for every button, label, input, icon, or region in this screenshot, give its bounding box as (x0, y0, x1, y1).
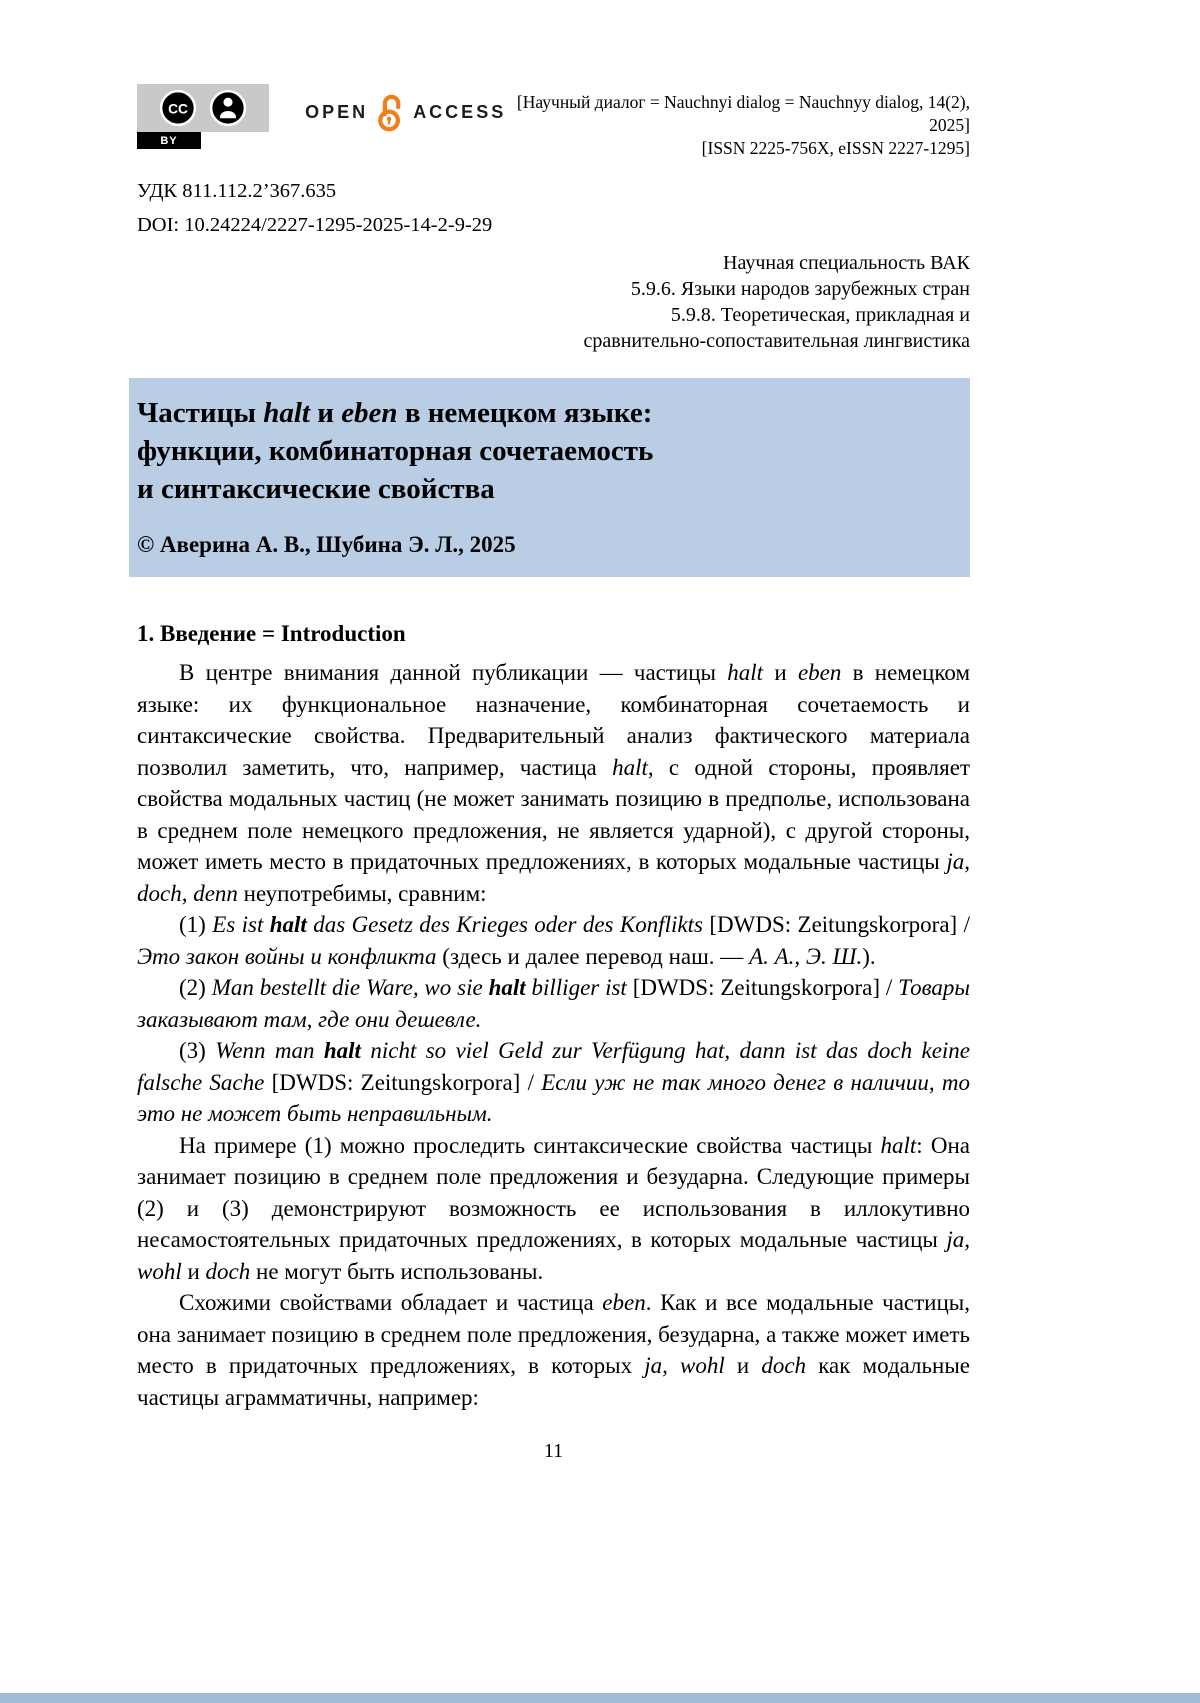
vak-line: 5.9.6. Языки народов зарубежных стран (630, 278, 970, 300)
title-block (129, 378, 970, 577)
cc-by-badge (137, 84, 269, 149)
open-lock-icon (375, 92, 406, 132)
paragraph: Схожими свойствами обладает и частица eben. Как и все модальные частицы, она занимает позицию в среднем поле предложения, безударна, а также может иметь место в придаточных предложениях, в которых ja, wohl и doch как модальные частицы аграмматичны, например: (137, 1290, 970, 1410)
article-meta (137, 180, 970, 354)
journal-reference (506, 84, 970, 160)
vak-line: Научная специальность ВАК (723, 252, 970, 274)
article-body (137, 657, 970, 1413)
copyright-line: © Аверина А. В., Шубина Э. Л., 2025 (137, 532, 516, 557)
paper-title: Частицы halt и eben в немецком языке: функции, комбинаторная сочетаемость и синтаксические свойства (137, 397, 654, 505)
vak-line: сравнительно-сопоставительная лингвистика (583, 330, 970, 352)
example-3: (3) Wenn man halt nicht so viel Geld zur Verfügung hat, dann ist das doch keine falsche Sache [DWDS: Zeitungskorpora] / Если уж не так много денег в наличии, то это не может быть неправильным. (137, 1038, 970, 1126)
page-number: 11 (543, 1440, 564, 1462)
open-access-logo (305, 92, 506, 132)
vak-line: 5.9.8. Теоретическая, прикладная и (670, 304, 970, 326)
attribution-person-icon (209, 89, 247, 127)
page-header (137, 0, 970, 160)
doi-code: DOI: 10.24224/2227-1295-2025-14-2-9-29 (137, 214, 493, 236)
example-1: (1) Es ist halt das Gesetz des Krieges oder des Konflikts [DWDS: Zeitungskorpora] / Это закон войны и конфликта (здесь и далее перевод наш. — А. А., Э. Ш.). (137, 912, 970, 969)
cc-letters: CC (168, 101, 188, 117)
example-2: (2) Man bestellt die Ware, wo sie halt billiger ist [DWDS: Zeitungskorpora] / Товары заказывают там, где они дешевле. (137, 975, 970, 1032)
open-access-word-access: ACCESS (413, 101, 507, 122)
paragraph: В центре внимания данной публикации — частицы halt и eben в немецком языке: их функциональное назначение, комбинаторная сочетаемость и синтаксические свойства. Предварительный анализ фактического материала позволил заметить, что, например, частица halt, с одной стороны, проявляет свойства модальных частиц (не может занимать позицию в предполье, использована в среднем поле немецкого предложения, не является ударной), с другой стороны, может иметь место в придаточных предложениях, в которых модальные частицы ja, doch, denn неупотребимы, сравним: (137, 660, 970, 906)
udk-code: УДК 811.112.2’367.635 (137, 180, 337, 202)
cc-license-code: BY (137, 132, 201, 149)
creative-commons-icon (159, 89, 197, 127)
journal-title-line: [Научный диалог = Nauchnyi dialog = Nauchnyy dialog, 14(2), 2025] (516, 92, 970, 135)
cc-badge-plate (137, 84, 269, 132)
open-access-word-open: OPEN (305, 101, 369, 122)
footer-accent-bar (0, 1693, 1200, 1703)
section-heading-introduction: 1. Введение = Introduction (137, 621, 406, 646)
vak-specialties (137, 250, 970, 354)
journal-issn-line: [ISSN 2225-756X, eISSN 2227-1295] (701, 138, 970, 158)
paragraph: На примере (1) можно проследить синтаксические свойства частицы halt: Она занимает позицию в среднем поле предложения и безударна. Следующие примеры (2) и (3) демонстрируют возможность ее использования в иллокутивно несамостоятельных придаточных предложениях, в которых модальные частицы ja, wohl и doch не могут быть использованы. (137, 1132, 970, 1284)
